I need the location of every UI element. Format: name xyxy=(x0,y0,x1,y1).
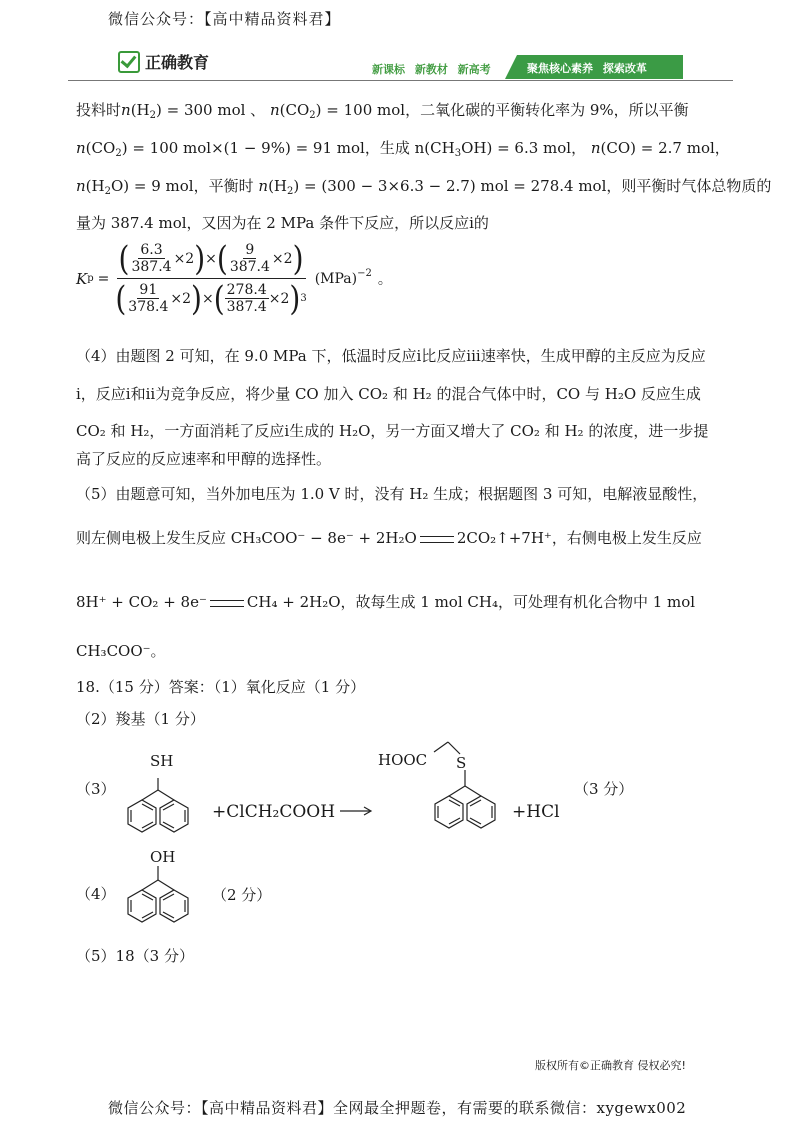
slogan-right: 聚焦核心素养 探索改革 xyxy=(527,62,647,75)
logo-text: 正确教育 xyxy=(145,53,210,72)
text-line-2: $n(CO_2) = 100$ mol×(1 − 9%) = 91 mol，生成 $n(CH_3OH) = 6.3$ mol， n(CO) = 2.7 mol， xyxy=(76,139,730,159)
oh-label: OH xyxy=(150,848,176,866)
logo xyxy=(118,50,209,73)
text-line-1: 投料时$n(H_2) = 300$ mol 、 $n(CO_2) = 100$ mol，二氧化碳的平衡转化率为 9%，所以平衡 xyxy=(76,101,689,121)
slogan-left: 新课标 新教材 新高考 xyxy=(372,63,491,76)
kp-fraction: ( $\frac{6.3}{387.4}$ ×2 ) × ( $\frac{9}{387.4}$ ×2 ) ( $\frac{91}{378.4}$ ×2 ) × ( $\frac{278.4}{387.4}$ ×2 ) 3 xyxy=(115,238,307,319)
q4-line-1: （4）由题图 2 可知，在 9.0 MPa 下，低温时反应i比反应iii速率快，生成甲醇的主反应为反应 xyxy=(76,347,706,365)
reaction-arrow-icon xyxy=(340,806,374,816)
q4-line-4: 高了反应的反应速率和甲醇的选择性。 xyxy=(76,450,332,468)
q18-title: 18.（15 分）答案：（1）氧化反应（1 分） xyxy=(76,678,366,696)
reagent-text: +ClCH₂COOH xyxy=(212,802,336,822)
s-label: S xyxy=(456,754,467,772)
sh-label: SH xyxy=(150,752,174,770)
equals-arrow-icon xyxy=(210,600,244,607)
q18-part5: （5）18（3 分） xyxy=(76,947,194,965)
q4-line-2: i，反应i和ii为竞争反应，将少量 CO 加入 CO₂ 和 H₂ 的混合气体中时，CO 与 H₂O 反应生成 xyxy=(76,385,701,403)
q5-line-4: CH₃COO⁻。 xyxy=(76,642,166,660)
q5-line-3: 8H⁺ + CO₂ + 8e⁻ CH₄ + 2H₂O，故每生成 1 mol CH₄，可处理有机化合物中 1 mol xyxy=(76,593,696,611)
diphenylmethanol-structure xyxy=(108,846,208,936)
thioacetic-acid-product-structure xyxy=(410,736,520,840)
text-line-4: 量为 387.4 mol，又因为在 2 MPa 条件下反应，所以反应i的 xyxy=(76,214,489,232)
top-banner: 微信公众号：【高中精品资料君】 xyxy=(108,10,341,28)
q5-line-1: （5）由题意可知，当外加电压为 1.0 V 时，没有 H₂ 生成；根据题图 3 可知，电解液显酸性， xyxy=(76,485,708,503)
check-icon xyxy=(118,51,140,73)
q18-part4-score: （2 分） xyxy=(212,886,272,904)
equals-arrow-icon xyxy=(420,536,454,543)
q18-part4-label: （4） xyxy=(76,885,116,903)
hooc-label: HOOC xyxy=(378,751,428,769)
hcl-text: +HCl xyxy=(512,802,560,822)
kp-formula: K p = ( $\frac{6.3}{387.4}$ ×2 ) × ( $\frac{9}{387.4}$ ×2 ) ( $\frac{91}{378.4}$ ×2 ) × ( $\frac{278.4}{387.4}$ ×2 ) 3 (MPa)$^{-2}$ 。 xyxy=(76,238,392,319)
q18-part2: （2）羧基（1 分） xyxy=(76,710,205,728)
q18-part3-label: （3） xyxy=(76,780,116,798)
header-divider xyxy=(68,80,733,81)
text-line-3: $n(H_2O) = 9$ mol，平衡时 $n(H_2) = (300 - 3\times 6.3 - 2.7)$ mol = 278.4 mol，则平衡时气体总物质的 xyxy=(76,177,772,197)
q5-line-2: 则左侧电极上发生反应 CH₃COO⁻ − 8e⁻ + 2H₂O 2CO₂↑+7H⁺，右侧电极上发生反应 xyxy=(76,529,702,547)
bottom-banner: 微信公众号：【高中精品资料君】全网最全押题卷，有需要的联系微信：xygewx002 xyxy=(108,1099,687,1117)
q4-line-3: CO₂ 和 H₂，一方面消耗了反应i生成的 H₂O，另一方面又增大了 CO₂ 和 H₂ 的浓度，进一步提 xyxy=(76,422,709,440)
copyright: 版权所有©正确教育 侵权必究! xyxy=(535,1059,686,1072)
q18-part3-score: （3 分） xyxy=(574,780,634,798)
